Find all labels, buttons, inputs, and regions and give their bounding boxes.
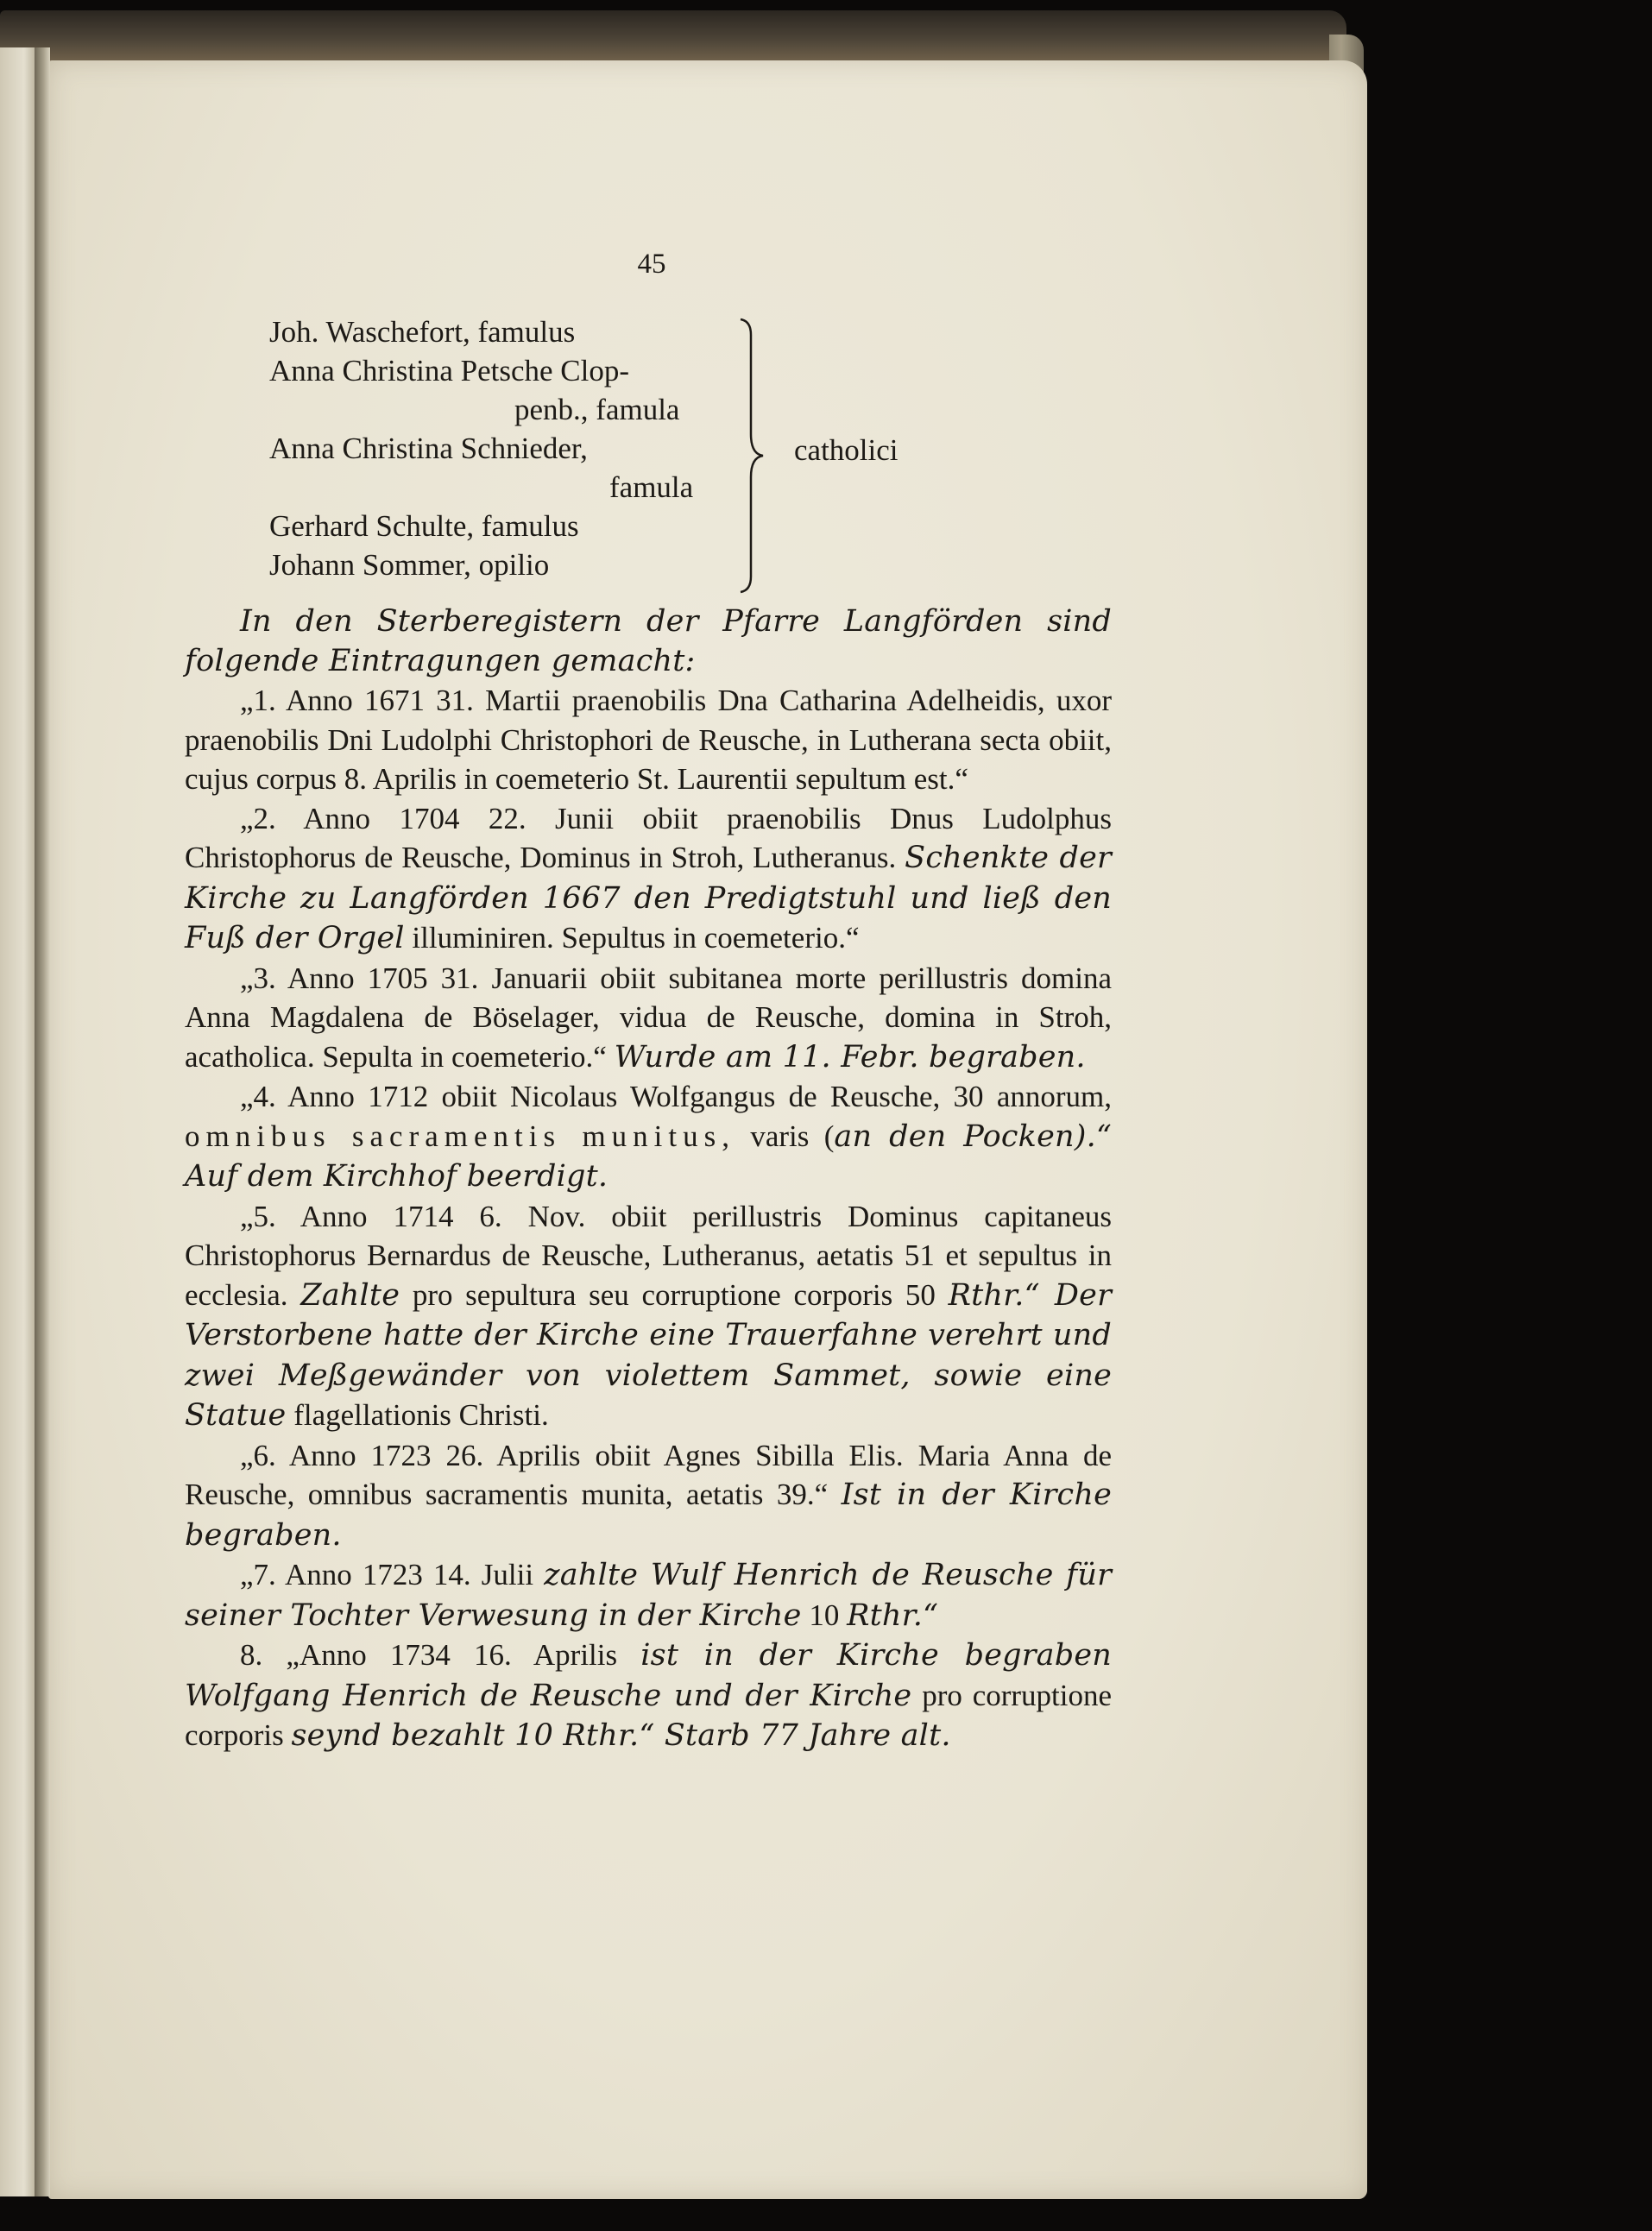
- intro-paragraph: In den Sterberegistern der Pfarre Langförden sind folgende Eintragungen gemacht:: [185, 604, 1112, 678]
- body-text: [185, 602, 1112, 1756]
- roster-line: penb., famula: [514, 393, 680, 426]
- entry-4-latin: „4. Anno 1712 obiit Nicolaus Wolfgangus de Reusche, 30 annorum,: [240, 1080, 1112, 1113]
- entry-5-latin-c: flagellationis Christi.: [293, 1398, 549, 1432]
- entry-5-latin-b: pro sepultura seu corruptione corporis 50: [412, 1277, 936, 1312]
- entry-4: [185, 1077, 1112, 1197]
- entry-6-latin: „6. Anno 1723 26. Aprilis obiit Agnes Sibilla Elis. Maria Anna de Reusche, omnibus sacramentis munita, aetatis 39.“: [185, 1438, 1112, 1511]
- roster-line: famula: [609, 470, 694, 504]
- entry-8-german-b: seynd bezahlt 10 Rthr.“ Starb 77 Jahre alt.: [291, 1718, 951, 1753]
- entry-1: „1. Anno 1671 31. Martii praenobilis Dna Catharina Adelheidis, uxor praenobilis Dni Ludolphi Christophori de Reusche, in Lutherana secta obiit, cujus corpus 8. Aprilis in coemeterio St. Laurentii sepultum est.“: [185, 684, 1112, 796]
- entry-5: [185, 1197, 1112, 1436]
- curly-brace: [739, 318, 765, 594]
- roster-line: Johann Sommer, opilio: [269, 548, 550, 582]
- entry-6-german: Ist in der Kirche begraben.: [185, 1478, 1112, 1553]
- roster-line: Joh. Waschefort, famulus: [269, 315, 576, 349]
- entry-8-german-a: ist in der Kirche begraben Wolfgang Henrich de Reusche und der Kirche: [185, 1638, 1113, 1713]
- entry-7: [185, 1555, 1112, 1635]
- roster-line: Anna Christina Schnieder,: [269, 432, 588, 465]
- entry-2-latin-end: illuminiren. Sepultus in coemeterio.“: [412, 921, 860, 955]
- entry-8-latin-b: pro corruptione corporis: [185, 1678, 1113, 1752]
- roster-label: catholici: [794, 433, 899, 467]
- entry-4-latin-mid: varis (: [750, 1119, 835, 1153]
- entry-7-currency: Rthr.“: [847, 1598, 939, 1633]
- page-number: 45: [637, 249, 666, 280]
- entry-3-latin: „3. Anno 1705 31. Januarii obiit subitanea morte perillustris domina Anna Magdalena de Böselager, vidua de Reusche, domina in Stroh, acatholica. Sepulta in coemeterio.“: [185, 961, 1112, 1074]
- facing-page-edge: [0, 47, 35, 2196]
- entry-8: [185, 1635, 1112, 1756]
- entry-7-number: 10: [809, 1598, 840, 1632]
- entry-7-german: zahlte Wulf Henrich de Reusche für seiner Tochter Verwesung in der Kirche: [185, 1558, 1113, 1633]
- page-gutter: [35, 47, 50, 2196]
- entry-2-latin: „2. Anno 1704 22. Junii obiit praenobilis Dnus Ludolphus Christophorus de Reusche, Dominus in Stroh, Lutheranus.: [185, 801, 1112, 874]
- entry-3-german: Wurde am 11. Febr. begraben.: [614, 1039, 1086, 1075]
- entry-5-latin: „5. Anno 1714 6. Nov. obiit perillustris Dominus capitaneus Christophorus Bernardus de Reusche, Lutheranus, aetatis 51 et sepultus in ecclesia.: [185, 1199, 1112, 1312]
- entry-8-latin: 8. „Anno 1734 16. Aprilis: [240, 1638, 618, 1672]
- entry-4-german: an den Pocken).“ Auf dem Kirchhof beerdigt.: [185, 1119, 1113, 1194]
- roster-line: Anna Christina Petsche Clop-: [269, 354, 630, 388]
- entry-5-german-a: Zahlte: [300, 1277, 400, 1313]
- entry-6: [185, 1436, 1112, 1556]
- entry-5-german-b: Rthr.“ Der Verstorbene hatte der Kirche eine Trauerfahne verehrt und zwei Meßgewänder von violettem Sammet, sowie eine Statue: [185, 1277, 1113, 1433]
- roster-line: Gerhard Schulte, famulus: [269, 509, 579, 543]
- entry-4-spaced: omnibus sacramentis munitus,: [185, 1119, 735, 1153]
- entry-2-german: Schenkte der Kirche zu Langförden 1667 den Predigtstuhl und ließ den Fuß der Orgel: [185, 841, 1112, 955]
- entry-3: [185, 959, 1112, 1078]
- entry-7-latin: „7. Anno 1723 14. Julii: [240, 1558, 534, 1591]
- entry-2: [185, 799, 1112, 959]
